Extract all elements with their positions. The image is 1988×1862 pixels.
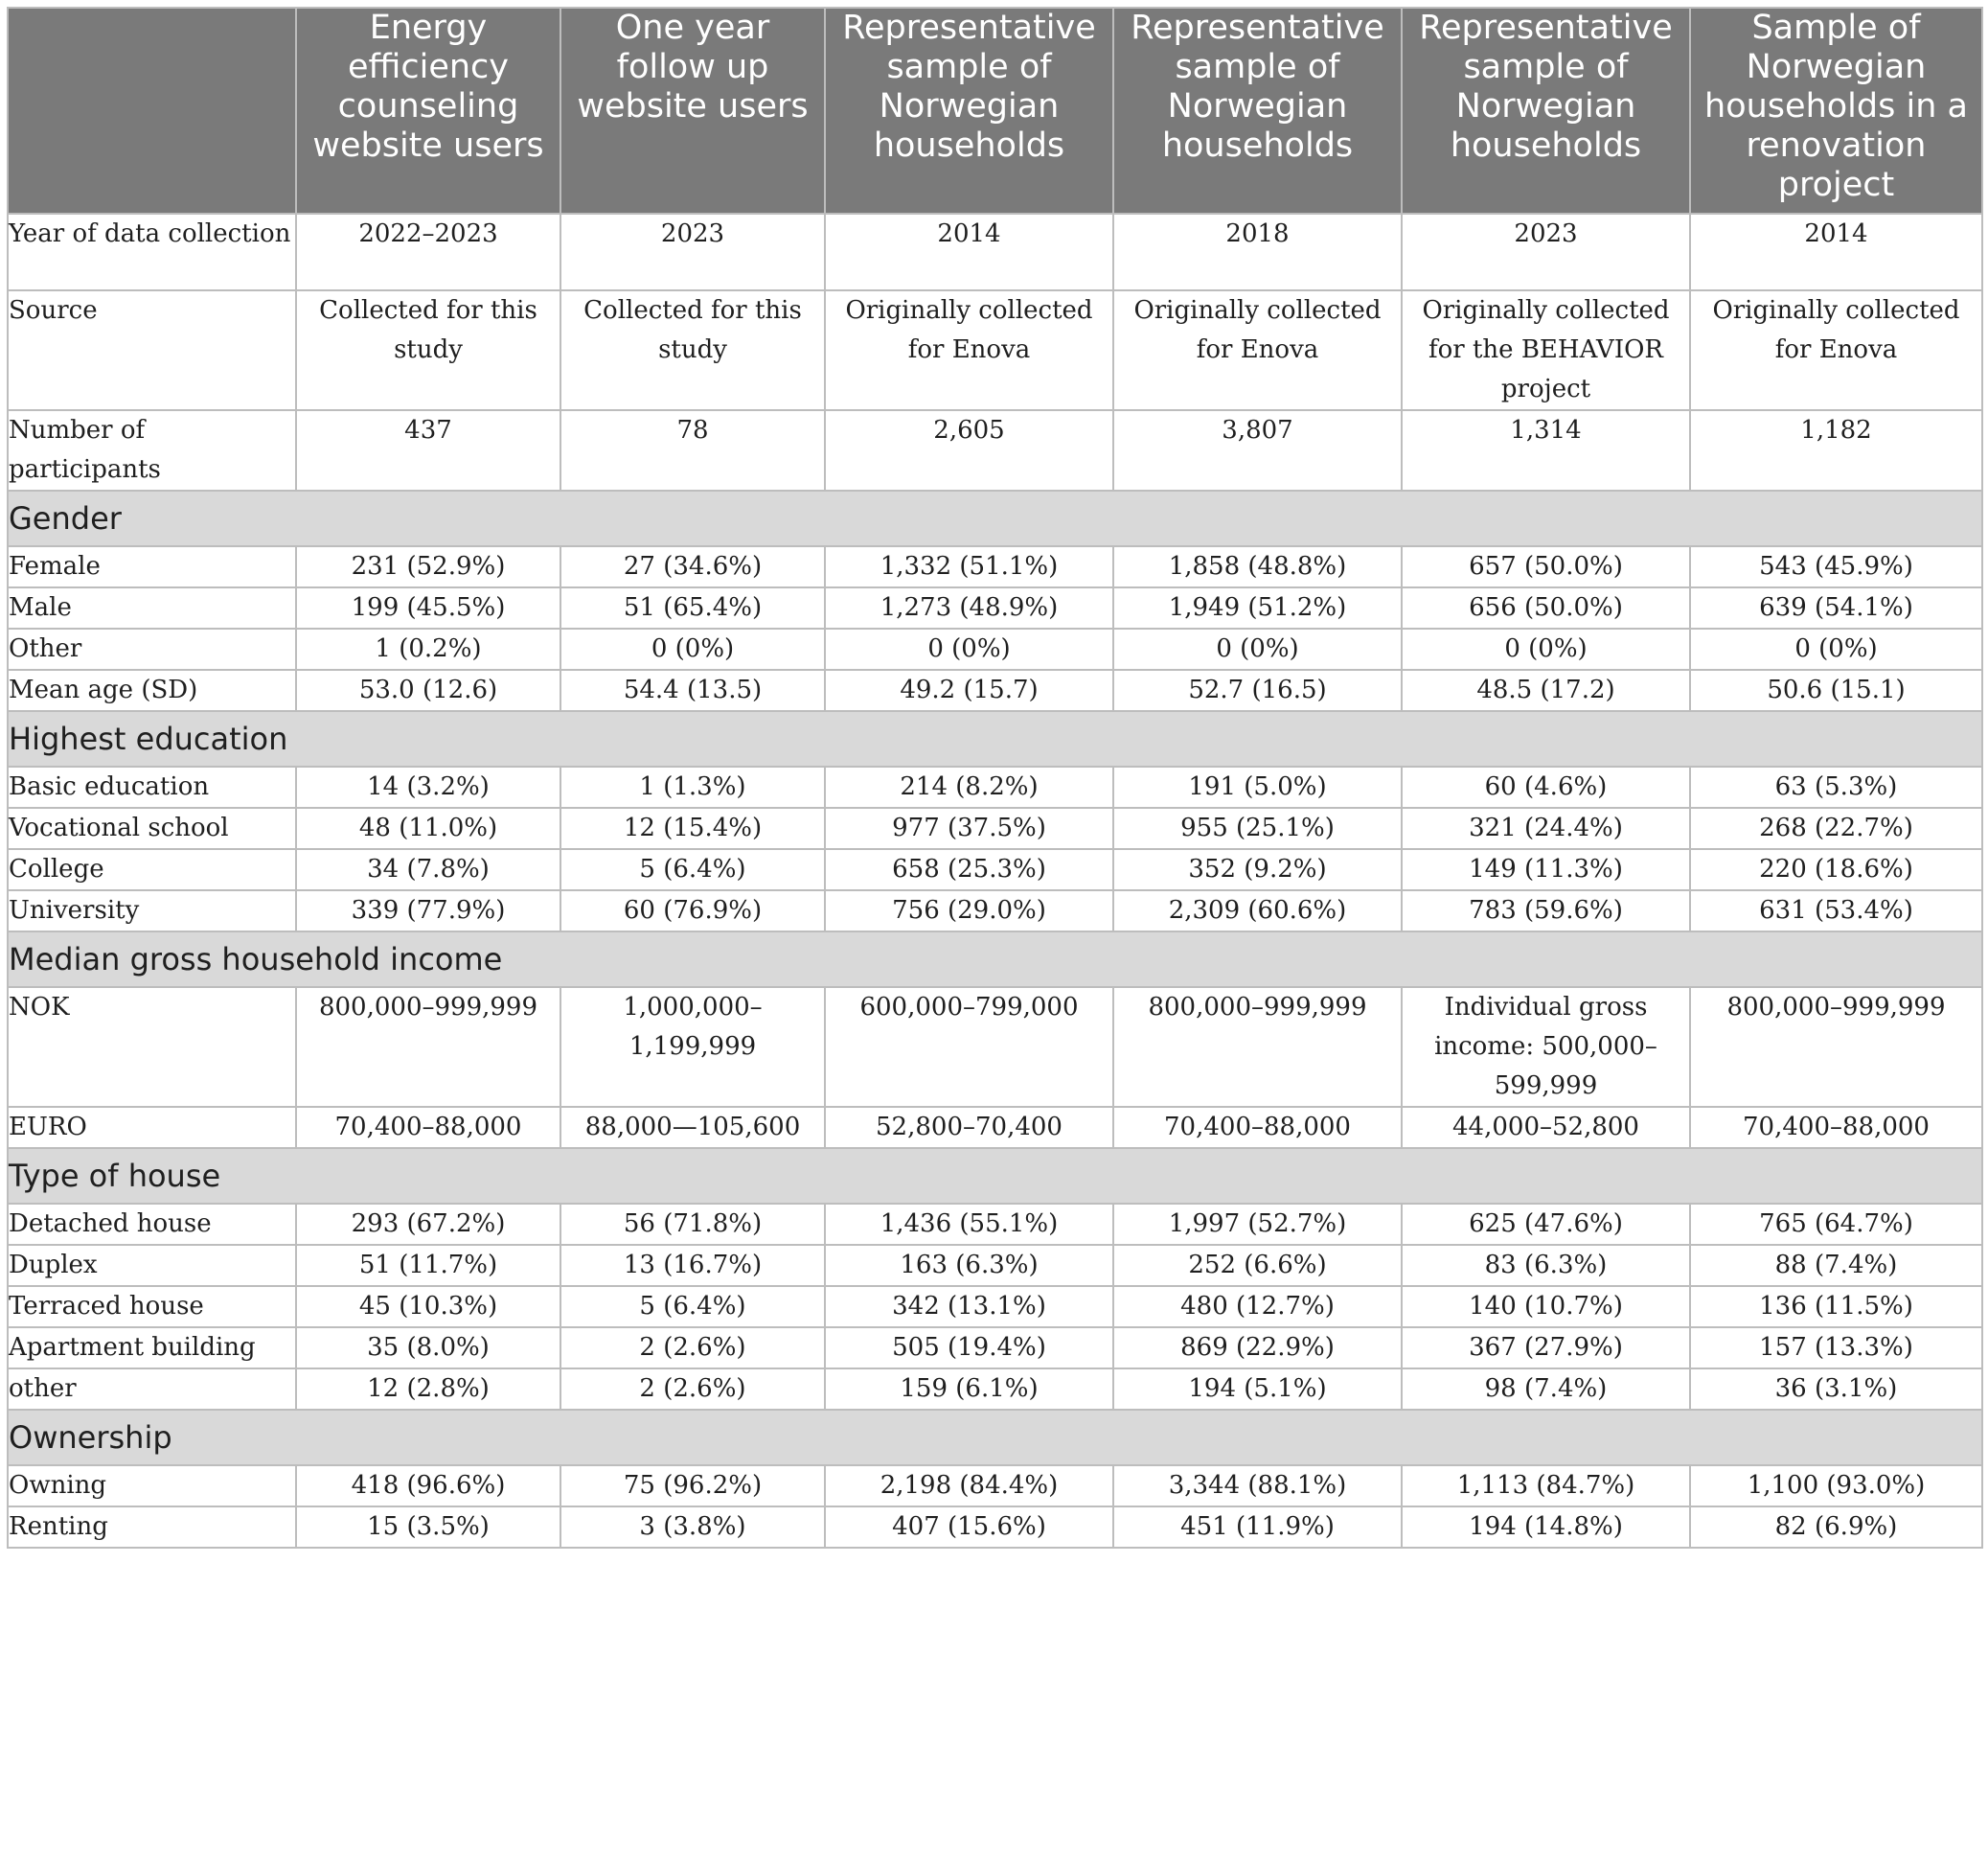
row-label: Mean age (SD) bbox=[8, 670, 296, 711]
section-row bbox=[8, 1410, 1982, 1465]
header-cell-representative-2018: Representative sample of Norwegian households bbox=[1113, 8, 1402, 214]
table-row bbox=[8, 290, 1982, 410]
table-cell: 1 (0.2%) bbox=[296, 629, 560, 670]
table-cell: 52.7 (16.5) bbox=[1113, 670, 1402, 711]
row-label: Male bbox=[8, 587, 296, 629]
table-cell: 1,949 (51.2%) bbox=[1113, 587, 1402, 629]
row-label: Basic education bbox=[8, 767, 296, 808]
table-cell: 36 (3.1%) bbox=[1690, 1368, 1982, 1410]
table-row bbox=[8, 1245, 1982, 1286]
table-cell: 252 (6.6%) bbox=[1113, 1245, 1402, 1286]
section-row bbox=[8, 1148, 1982, 1204]
table-cell: 2022–2023 bbox=[296, 214, 560, 290]
table-cell: 0 (0%) bbox=[1402, 629, 1690, 670]
table-cell: 765 (64.7%) bbox=[1690, 1204, 1982, 1245]
table-cell: 1 (1.3%) bbox=[560, 767, 825, 808]
table-row bbox=[8, 849, 1982, 890]
table-cell: 88 (7.4%) bbox=[1690, 1245, 1982, 1286]
table-cell: 505 (19.4%) bbox=[825, 1327, 1113, 1368]
table-cell: 2023 bbox=[560, 214, 825, 290]
table-cell: 869 (22.9%) bbox=[1113, 1327, 1402, 1368]
section-heading: Ownership bbox=[8, 1410, 1982, 1465]
table-cell: 191 (5.0%) bbox=[1113, 767, 1402, 808]
header-cell-blank bbox=[8, 8, 296, 214]
table-cell: 60 (4.6%) bbox=[1402, 767, 1690, 808]
table-cell: 12 (2.8%) bbox=[296, 1368, 560, 1410]
table-cell: 140 (10.7%) bbox=[1402, 1286, 1690, 1327]
table-cell: 367 (27.9%) bbox=[1402, 1327, 1690, 1368]
section-heading: Type of house bbox=[8, 1148, 1982, 1204]
header-cell-follow-up-users: One year follow up website users bbox=[560, 8, 825, 214]
section-row bbox=[8, 491, 1982, 546]
table-cell: 600,000–799,000 bbox=[825, 987, 1113, 1107]
row-label: Detached house bbox=[8, 1204, 296, 1245]
table-cell: 657 (50.0%) bbox=[1402, 546, 1690, 587]
row-label: Year of data collection bbox=[8, 214, 296, 290]
table-cell: 98 (7.4%) bbox=[1402, 1368, 1690, 1410]
table-cell: 45 (10.3%) bbox=[296, 1286, 560, 1327]
table-cell: 437 bbox=[296, 410, 560, 491]
table-cell: 2014 bbox=[825, 214, 1113, 290]
table-row bbox=[8, 587, 1982, 629]
row-label: Owning bbox=[8, 1465, 296, 1506]
row-label: EURO bbox=[8, 1107, 296, 1148]
table-cell: Originally collected for Enova bbox=[1690, 290, 1982, 410]
table-cell: 1,000,000–1,199,999 bbox=[560, 987, 825, 1107]
table-cell: 48.5 (17.2) bbox=[1402, 670, 1690, 711]
table-row bbox=[8, 670, 1982, 711]
table-cell: 75 (96.2%) bbox=[560, 1465, 825, 1506]
table-cell: 800,000–999,999 bbox=[1113, 987, 1402, 1107]
table-cell: 78 bbox=[560, 410, 825, 491]
table-cell: 70,400–88,000 bbox=[296, 1107, 560, 1148]
table-cell: 1,997 (52.7%) bbox=[1113, 1204, 1402, 1245]
table-cell: 1,332 (51.1%) bbox=[825, 546, 1113, 587]
table-cell: Collected for this study bbox=[296, 290, 560, 410]
table-cell: 800,000–999,999 bbox=[1690, 987, 1982, 1107]
table-cell: 3,344 (88.1%) bbox=[1113, 1465, 1402, 1506]
table-row bbox=[8, 767, 1982, 808]
table-cell: 2018 bbox=[1113, 214, 1402, 290]
table-row bbox=[8, 1465, 1982, 1506]
table-cell: 51 (65.4%) bbox=[560, 587, 825, 629]
table-cell: 2,309 (60.6%) bbox=[1113, 890, 1402, 931]
row-label: Duplex bbox=[8, 1245, 296, 1286]
table-cell: 214 (8.2%) bbox=[825, 767, 1113, 808]
table-cell: 0 (0%) bbox=[1690, 629, 1982, 670]
table-cell: Originally collected for the BEHAVIOR project bbox=[1402, 290, 1690, 410]
table-cell: 83 (6.3%) bbox=[1402, 1245, 1690, 1286]
table-cell: 70,400–88,000 bbox=[1690, 1107, 1982, 1148]
table-cell: 48 (11.0%) bbox=[296, 808, 560, 849]
table-row bbox=[8, 1286, 1982, 1327]
table-cell: 1,273 (48.9%) bbox=[825, 587, 1113, 629]
row-label: Source bbox=[8, 290, 296, 410]
table-cell: 12 (15.4%) bbox=[560, 808, 825, 849]
row-label: University bbox=[8, 890, 296, 931]
table-row bbox=[8, 1204, 1982, 1245]
table-cell: 1,100 (93.0%) bbox=[1690, 1465, 1982, 1506]
table-cell: 543 (45.9%) bbox=[1690, 546, 1982, 587]
row-label: Renting bbox=[8, 1506, 296, 1548]
table-cell: 451 (11.9%) bbox=[1113, 1506, 1402, 1548]
table-row bbox=[8, 1327, 1982, 1368]
table-cell: 44,000–52,800 bbox=[1402, 1107, 1690, 1148]
table-cell: 159 (6.1%) bbox=[825, 1368, 1113, 1410]
table-cell: 3 (3.8%) bbox=[560, 1506, 825, 1548]
table-cell: 631 (53.4%) bbox=[1690, 890, 1982, 931]
table-cell: 34 (7.8%) bbox=[296, 849, 560, 890]
table-cell: 52,800–70,400 bbox=[825, 1107, 1113, 1148]
table-cell: 977 (37.5%) bbox=[825, 808, 1113, 849]
table-cell: 2014 bbox=[1690, 214, 1982, 290]
table-cell: 955 (25.1%) bbox=[1113, 808, 1402, 849]
table-cell: 82 (6.9%) bbox=[1690, 1506, 1982, 1548]
table-cell: 783 (59.6%) bbox=[1402, 890, 1690, 931]
table-cell: 27 (34.6%) bbox=[560, 546, 825, 587]
table-cell: 339 (77.9%) bbox=[296, 890, 560, 931]
table-cell: Collected for this study bbox=[560, 290, 825, 410]
table-cell: 268 (22.7%) bbox=[1690, 808, 1982, 849]
table-cell: Originally collected for Enova bbox=[825, 290, 1113, 410]
table-row bbox=[8, 890, 1982, 931]
header-cell-representative-2014: Representative sample of Norwegian households bbox=[825, 8, 1113, 214]
table-cell: 60 (76.9%) bbox=[560, 890, 825, 931]
table-cell: 658 (25.3%) bbox=[825, 849, 1113, 890]
table-row bbox=[8, 1506, 1982, 1548]
table-cell: 194 (5.1%) bbox=[1113, 1368, 1402, 1410]
table-row bbox=[8, 987, 1982, 1107]
table-cell: 5 (6.4%) bbox=[560, 849, 825, 890]
section-row bbox=[8, 711, 1982, 767]
row-label: Terraced house bbox=[8, 1286, 296, 1327]
table-cell: 1,314 bbox=[1402, 410, 1690, 491]
row-label: Other bbox=[8, 629, 296, 670]
table-cell: 352 (9.2%) bbox=[1113, 849, 1402, 890]
section-heading: Median gross household income bbox=[8, 931, 1982, 987]
row-label: College bbox=[8, 849, 296, 890]
table-cell: Originally collected for Enova bbox=[1113, 290, 1402, 410]
table-cell: 0 (0%) bbox=[560, 629, 825, 670]
table-cell: 163 (6.3%) bbox=[825, 1245, 1113, 1286]
header-cell-website-users: Energy efficiency counseling website users bbox=[296, 8, 560, 214]
header-cell-representative-2023: Representative sample of Norwegian households bbox=[1402, 8, 1690, 214]
table-cell: 149 (11.3%) bbox=[1402, 849, 1690, 890]
row-label: Vocational school bbox=[8, 808, 296, 849]
table-cell: 407 (15.6%) bbox=[825, 1506, 1113, 1548]
row-label: Apartment building bbox=[8, 1327, 296, 1368]
table-cell: 2 (2.6%) bbox=[560, 1368, 825, 1410]
table-cell: 51 (11.7%) bbox=[296, 1245, 560, 1286]
table-cell: 656 (50.0%) bbox=[1402, 587, 1690, 629]
table-row bbox=[8, 410, 1982, 491]
table-cell: 625 (47.6%) bbox=[1402, 1204, 1690, 1245]
demographics-table bbox=[7, 7, 1983, 1549]
table-cell: 756 (29.0%) bbox=[825, 890, 1113, 931]
table-cell: 2,198 (84.4%) bbox=[825, 1465, 1113, 1506]
table-cell: 35 (8.0%) bbox=[296, 1327, 560, 1368]
table-cell: 639 (54.1%) bbox=[1690, 587, 1982, 629]
header-row bbox=[8, 8, 1982, 214]
table-cell: 50.6 (15.1) bbox=[1690, 670, 1982, 711]
table-cell: 14 (3.2%) bbox=[296, 767, 560, 808]
table-row bbox=[8, 808, 1982, 849]
table-cell: 293 (67.2%) bbox=[296, 1204, 560, 1245]
table-cell: 2023 bbox=[1402, 214, 1690, 290]
table-cell: 15 (3.5%) bbox=[296, 1506, 560, 1548]
table-cell: 0 (0%) bbox=[825, 629, 1113, 670]
table-body bbox=[8, 214, 1982, 1548]
table-cell: 2 (2.6%) bbox=[560, 1327, 825, 1368]
section-heading: Highest education bbox=[8, 711, 1982, 767]
row-label: other bbox=[8, 1368, 296, 1410]
table-cell: 54.4 (13.5) bbox=[560, 670, 825, 711]
table-cell: 1,113 (84.7%) bbox=[1402, 1465, 1690, 1506]
header-cell-renovation-sample: Sample of Norwegian households in a renovation project bbox=[1690, 8, 1982, 214]
row-label: Female bbox=[8, 546, 296, 587]
table-cell: 231 (52.9%) bbox=[296, 546, 560, 587]
table-row bbox=[8, 1107, 1982, 1148]
table-row bbox=[8, 629, 1982, 670]
table-row bbox=[8, 214, 1982, 290]
table-cell: 2,605 bbox=[825, 410, 1113, 491]
table-cell: 1,182 bbox=[1690, 410, 1982, 491]
table-cell: 49.2 (15.7) bbox=[825, 670, 1113, 711]
table-cell: 321 (24.4%) bbox=[1402, 808, 1690, 849]
table-cell: 418 (96.6%) bbox=[296, 1465, 560, 1506]
table-cell: 5 (6.4%) bbox=[560, 1286, 825, 1327]
table-row bbox=[8, 546, 1982, 587]
table-cell: 1,436 (55.1%) bbox=[825, 1204, 1113, 1245]
table-cell: 56 (71.8%) bbox=[560, 1204, 825, 1245]
table-cell: 194 (14.8%) bbox=[1402, 1506, 1690, 1548]
table-row bbox=[8, 1368, 1982, 1410]
table-cell: 220 (18.6%) bbox=[1690, 849, 1982, 890]
row-label: Number of participants bbox=[8, 410, 296, 491]
table-cell: 136 (11.5%) bbox=[1690, 1286, 1982, 1327]
table-cell: 88,000—105,600 bbox=[560, 1107, 825, 1148]
table-cell: 157 (13.3%) bbox=[1690, 1327, 1982, 1368]
table-cell: 342 (13.1%) bbox=[825, 1286, 1113, 1327]
section-row bbox=[8, 931, 1982, 987]
table-cell: 70,400–88,000 bbox=[1113, 1107, 1402, 1148]
table-cell: 13 (16.7%) bbox=[560, 1245, 825, 1286]
table-cell: 0 (0%) bbox=[1113, 629, 1402, 670]
table-cell: 800,000–999,999 bbox=[296, 987, 560, 1107]
table-cell: 3,807 bbox=[1113, 410, 1402, 491]
table-cell: 480 (12.7%) bbox=[1113, 1286, 1402, 1327]
table-cell: Individual gross income: 500,000– 599,999 bbox=[1402, 987, 1690, 1107]
table-cell: 199 (45.5%) bbox=[296, 587, 560, 629]
section-heading: Gender bbox=[8, 491, 1982, 546]
row-label: NOK bbox=[8, 987, 296, 1107]
table-cell: 1,858 (48.8%) bbox=[1113, 546, 1402, 587]
table-cell: 63 (5.3%) bbox=[1690, 767, 1982, 808]
table-cell: 53.0 (12.6) bbox=[296, 670, 560, 711]
